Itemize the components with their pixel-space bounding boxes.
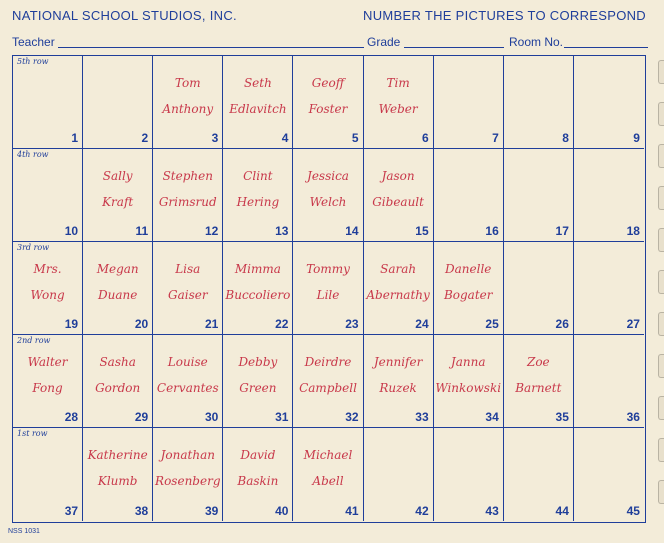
photo-cell[interactable] (13, 242, 83, 335)
photo-cell[interactable] (504, 335, 574, 428)
cell-number: 2 (141, 131, 149, 145)
photo-cell[interactable] (83, 149, 153, 242)
cell-number: 18 (626, 224, 640, 238)
photo-cell[interactable] (364, 149, 434, 242)
row-label: 2nd row (17, 336, 51, 345)
cell-number: 1 (71, 131, 79, 145)
cell-number: 42 (415, 504, 429, 518)
cell-number: 3 (211, 131, 219, 145)
cell-number: 23 (345, 317, 359, 331)
cell-number: 25 (485, 317, 499, 331)
cell-number: 36 (626, 410, 640, 424)
cell-number: 13 (275, 224, 289, 238)
photo-cell[interactable] (364, 335, 434, 428)
photo-cell[interactable] (153, 428, 223, 521)
photo-cell[interactable] (364, 56, 434, 149)
cell-number: 34 (485, 410, 499, 424)
cell-number: 12 (204, 224, 219, 238)
photo-cell[interactable] (153, 56, 223, 149)
photo-cell[interactable] (153, 149, 223, 242)
grade-field[interactable] (404, 47, 504, 48)
cell-number: 6 (421, 131, 429, 145)
cell-number: 14 (345, 224, 359, 238)
seating-grid (12, 55, 646, 523)
handwritten-name: David Baskin (237, 448, 279, 488)
handwritten-name: Tom Anthony (162, 76, 214, 116)
photo-cell[interactable] (83, 428, 153, 521)
handwritten-name: Louise Cervantes (156, 355, 219, 395)
row-label: 5th row (17, 57, 49, 66)
photo-cell[interactable] (504, 428, 574, 521)
photo-cell[interactable] (223, 56, 293, 149)
photo-cell[interactable] (13, 149, 83, 242)
cell-number: 30 (204, 410, 219, 424)
cell-number: 16 (485, 224, 499, 238)
photo-cell[interactable] (13, 335, 83, 428)
handwritten-name: Geoff Foster (308, 76, 348, 116)
grade-label: Grade (367, 35, 401, 49)
handwritten-name: Deirdre Campbell (299, 355, 357, 395)
handwritten-name: Walter Fong (27, 355, 68, 395)
photo-cell[interactable] (574, 149, 644, 242)
photo-cell[interactable] (13, 428, 83, 521)
photo-cell[interactable] (223, 428, 293, 521)
photo-cell[interactable] (293, 242, 363, 335)
cell-number: 31 (275, 410, 289, 424)
handwritten-name: Sasha Gordon (95, 355, 141, 395)
teacher-label: Teacher (12, 35, 55, 49)
binding-tab (658, 144, 664, 168)
company-name: NATIONAL SCHOOL STUDIOS, INC. (12, 8, 237, 23)
handwritten-name: Katherine Klumb (87, 448, 148, 488)
cell-number: 33 (415, 410, 429, 424)
photo-cell[interactable] (574, 335, 644, 428)
photo-cell[interactable] (153, 335, 223, 428)
cell-number: 32 (345, 410, 359, 424)
photo-cell[interactable] (223, 242, 293, 335)
cell-number: 26 (555, 317, 569, 331)
handwritten-name: Tim Weber (378, 76, 418, 116)
handwritten-name: Jonathan Rosenberg (155, 448, 221, 488)
photo-cell[interactable] (574, 56, 644, 149)
photo-cell[interactable] (364, 428, 434, 521)
cell-number: 4 (281, 131, 289, 145)
teacher-field[interactable] (58, 47, 364, 48)
cell-number: 44 (555, 504, 569, 518)
handwritten-name: Sally Kraft (102, 169, 134, 209)
handwritten-name: Debby Green (238, 355, 278, 395)
cell-number: 29 (134, 410, 149, 424)
cell-number: 8 (562, 131, 569, 145)
row-label: 1st row (17, 429, 48, 438)
handwritten-name: Zoe Barnett (515, 355, 562, 395)
photo-cell[interactable] (434, 335, 504, 428)
form-code: NSS 1031 (8, 528, 40, 535)
cell-number: 9 (633, 131, 640, 145)
cell-number: 43 (485, 504, 499, 518)
photo-cell[interactable] (504, 56, 574, 149)
photo-cell[interactable] (504, 149, 574, 242)
handwritten-name: Janna Winkowski (435, 355, 502, 395)
form-fields (12, 35, 648, 51)
binding-tab (658, 60, 664, 84)
photo-cell[interactable] (223, 149, 293, 242)
cell-number: 27 (626, 317, 640, 331)
photo-cell[interactable] (83, 242, 153, 335)
photo-cell[interactable] (574, 428, 644, 521)
binding-tab (658, 396, 664, 420)
photo-cell[interactable] (293, 428, 363, 521)
photo-cell[interactable] (223, 335, 293, 428)
photo-cell[interactable] (434, 149, 504, 242)
handwritten-name: Mrs. Wong (30, 262, 65, 302)
cell-number: 22 (275, 317, 289, 331)
room-label: Room No. (509, 35, 564, 49)
handwritten-name: Megan Duane (96, 262, 139, 302)
handwritten-name: Jason Gibeault (372, 169, 424, 209)
handwritten-name: Tommy Lile (306, 262, 350, 302)
handwritten-name: Jennifer Ruzek (373, 355, 423, 395)
handwritten-name: Michael Abell (303, 448, 353, 488)
cell-number: 7 (492, 131, 499, 145)
cell-number: 39 (204, 504, 219, 518)
handwritten-name: Danelle Bogater (443, 262, 493, 302)
cell-number: 45 (626, 504, 640, 518)
handwritten-name: Lisa Gaiser (167, 262, 208, 302)
photo-cell[interactable] (83, 335, 153, 428)
handwritten-name: Mimma Buccoliero (225, 262, 291, 302)
binding-tab (658, 354, 664, 378)
cell-number: 19 (64, 317, 79, 331)
cell-number: 10 (64, 224, 79, 238)
cell-number: 37 (64, 504, 79, 518)
cell-number: 15 (415, 224, 429, 238)
cell-number: 17 (555, 224, 569, 238)
binding-tab (658, 312, 664, 336)
handwritten-name: Jessica Welch (307, 169, 349, 209)
binding-tab (658, 438, 664, 462)
spiral-binding (658, 60, 664, 520)
photo-cell[interactable] (153, 242, 223, 335)
cell-number: 24 (415, 317, 429, 331)
cell-number: 38 (134, 504, 149, 518)
handwritten-name: Sarah Abernathy (366, 262, 430, 302)
binding-tab (658, 186, 664, 210)
photo-cell[interactable] (434, 428, 504, 521)
cell-number: 11 (135, 224, 149, 238)
binding-tab (658, 228, 664, 252)
photo-cell[interactable] (574, 242, 644, 335)
photo-cell[interactable] (13, 56, 83, 149)
photo-cell[interactable] (293, 56, 363, 149)
binding-tab (658, 102, 664, 126)
handwritten-name: Stephen Grimsrud (158, 169, 217, 209)
cell-number: 40 (275, 504, 289, 518)
photo-cell[interactable] (293, 149, 363, 242)
cell-number: 28 (64, 410, 79, 424)
cell-number: 20 (134, 317, 149, 331)
instruction-heading: NUMBER THE PICTURES TO CORRESPOND (363, 8, 646, 23)
handwritten-name: Seth Edlavitch (229, 76, 287, 116)
cell-number: 5 (351, 131, 359, 145)
photo-cell[interactable] (434, 242, 504, 335)
handwritten-name: Clint Hering (236, 169, 280, 209)
cell-number: 35 (555, 410, 569, 424)
photo-cell[interactable] (504, 242, 574, 335)
photo-cell[interactable] (293, 335, 363, 428)
room-field[interactable] (564, 47, 648, 48)
row-label: 4th row (17, 150, 49, 159)
cell-number: 41 (345, 504, 359, 518)
row-label: 3rd row (17, 243, 50, 252)
photo-cell[interactable] (364, 242, 434, 335)
binding-tab (658, 480, 664, 504)
binding-tab (658, 270, 664, 294)
photo-cell[interactable] (434, 56, 504, 149)
photo-cell[interactable] (83, 56, 153, 149)
cell-number: 21 (204, 317, 219, 331)
